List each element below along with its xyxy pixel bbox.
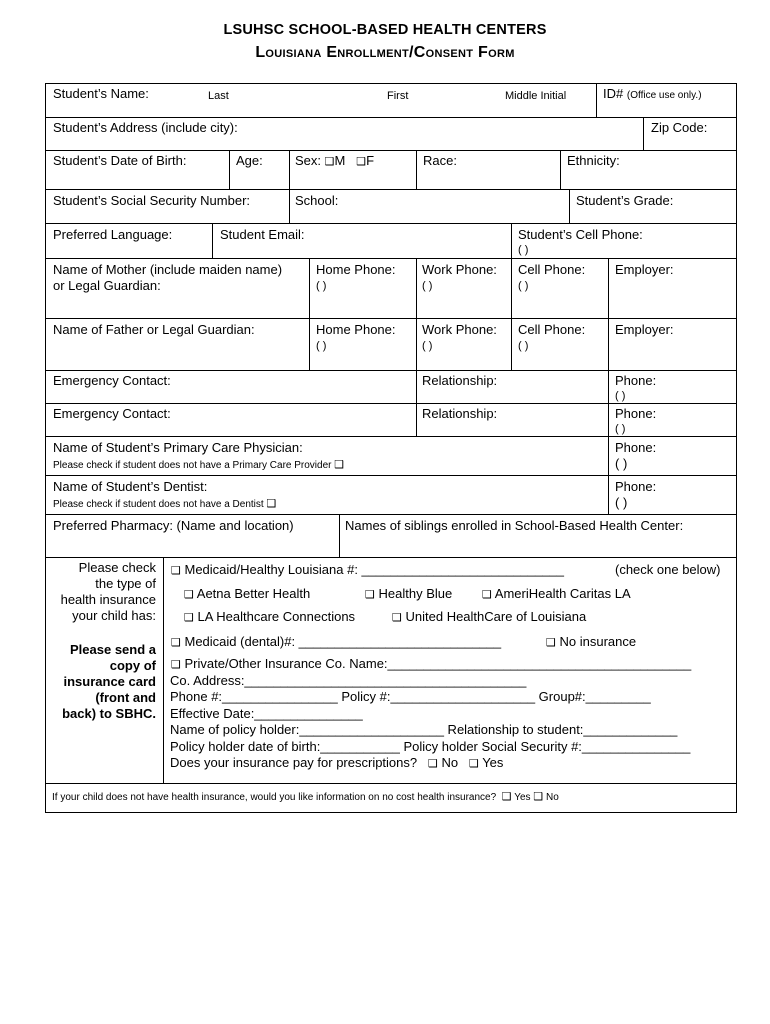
pcp-note: Please check if student does not have a Primary Care Provider ❑ [53, 458, 345, 471]
checkbox-amerihealth[interactable]: ❑ [482, 588, 492, 601]
insurance-instruction-line: health insurance [60, 592, 156, 607]
col-divider [416, 258, 417, 370]
col-divider [416, 370, 417, 436]
col-divider [163, 557, 164, 783]
aetna-option: ❑ Aetna Better Health [184, 586, 311, 601]
male-label: M [334, 153, 346, 168]
col-divider [596, 83, 597, 117]
pharmacy-label: Preferred Pharmacy: (Name and location) [53, 518, 294, 533]
row-divider [45, 318, 737, 319]
col-divider [643, 117, 644, 150]
checkbox-no-insurance[interactable]: ❑ [546, 636, 556, 649]
father-home-phone-label: Home Phone: [316, 322, 396, 337]
last-name-label: Last [208, 90, 229, 102]
phone-area-code: ( ) [518, 340, 529, 352]
father-work-phone-label: Work Phone: [422, 322, 497, 337]
emergency-contact-2-label: Emergency Contact: [53, 406, 171, 421]
co-address-line: Co. Address:_______________________________________ [170, 673, 527, 688]
pcp-phone-label: Phone: [615, 440, 657, 455]
student-cell-label: Student’s Cell Phone: [518, 227, 643, 242]
sex-field [295, 153, 374, 170]
row-divider [45, 557, 737, 558]
mother-label-line2: or Legal Guardian: [53, 278, 161, 293]
siblings-label: Names of siblings enrolled in School-Based Health Center: [345, 518, 684, 533]
checkbox-no-dentist[interactable]: ❑ [266, 497, 277, 510]
col-divider [212, 223, 213, 258]
first-name-label: First [387, 90, 409, 102]
medicaid-dental-option: ❑ Medicaid (dental)#: ____________________________ [171, 634, 502, 649]
la-healthcare-option: ❑ LA Healthcare Connections [184, 609, 356, 624]
father-label: Name of Father or Legal Guardian: [53, 322, 255, 337]
dob-label: Student’s Date of Birth: [53, 153, 187, 168]
form-subtitle: Louisiana Enrollment/Consent Form [255, 44, 515, 61]
row-divider [45, 514, 737, 515]
col-divider [416, 150, 417, 189]
phone-area-code: ( ) [615, 423, 626, 435]
send-copy-line: (front and [95, 690, 156, 705]
private-insurance-option: ❑ Private/Other Insurance Co. Name:__________________________________________ [171, 656, 692, 671]
send-copy-line: back) to SBHC. [62, 706, 156, 721]
checkbox-aetna[interactable]: ❑ [184, 588, 194, 601]
insurance-instruction-line: the type of [95, 576, 156, 591]
id-label: ID# (Office use only.) [603, 86, 702, 101]
emergency-2-phone-label: Phone: [615, 406, 657, 421]
phone-area-code: ( ) [518, 244, 529, 256]
col-divider [608, 258, 609, 370]
checkbox-no-pcp[interactable]: ❑ [334, 458, 345, 471]
checkbox-info-no[interactable]: ❑ [533, 790, 544, 803]
id-note: (Office use only.) [626, 90, 702, 101]
ethnicity-label: Ethnicity: [567, 153, 620, 168]
middle-initial-label: Middle Initial [505, 90, 567, 102]
effective-date-line: Effective Date:_______________ [170, 706, 363, 721]
prescriptions-line: Does your insurance pay for prescriptions? ❑ No ❑ Yes [170, 755, 504, 770]
healthy-blue-option: ❑ Healthy Blue [365, 586, 453, 601]
checkbox-info-yes[interactable]: ❑ [501, 790, 512, 803]
col-divider [229, 150, 230, 189]
col-divider [339, 514, 340, 557]
no-cost-insurance-question: If your child does not have health insurance, would you like information on no cost health insurance? ❑ Yes ❑ No [52, 790, 559, 803]
checkbox-united[interactable]: ❑ [392, 611, 402, 624]
checkbox-la-healthcare[interactable]: ❑ [184, 611, 194, 624]
checkbox-male[interactable]: ❑ [324, 155, 335, 168]
mother-employer-label: Employer: [615, 262, 674, 277]
row-divider [45, 150, 737, 151]
checkbox-healthy-blue[interactable]: ❑ [365, 588, 375, 601]
form-title: LSUHSC SCHOOL-BASED HEALTH CENTERS [223, 22, 547, 38]
checkbox-prescriptions-yes[interactable]: ❑ [468, 757, 479, 770]
checkbox-private-insurance[interactable]: ❑ [171, 658, 181, 671]
father-cell-phone-label: Cell Phone: [518, 322, 586, 337]
checkbox-medicaid-dental[interactable]: ❑ [171, 636, 181, 649]
insurance-instruction-line: your child has: [72, 608, 156, 623]
policy-holder-line: Name of policy holder:____________________ Relationship to student:_____________ [170, 722, 678, 737]
row-divider [45, 117, 737, 118]
checkbox-medicaid[interactable]: ❑ [171, 564, 181, 577]
emergency-contact-1-label: Emergency Contact: [53, 373, 171, 388]
insurance-instruction-line: Please check [78, 560, 156, 575]
phone-area-code: ( ) [615, 390, 626, 402]
pcp-label: Name of Student’s Primary Care Physician: [53, 440, 303, 455]
phone-area-code: ( ) [422, 340, 433, 352]
send-copy-line: Please send a [70, 642, 156, 657]
col-divider [560, 150, 561, 189]
dentist-phone-label: Phone: [615, 479, 657, 494]
col-divider [289, 150, 290, 189]
col-divider [309, 258, 310, 370]
holder-dob-line: Policy holder date of birth:___________ Policy holder Social Security #:_______________ [170, 739, 691, 754]
row-divider [45, 223, 737, 224]
row-divider [45, 258, 737, 259]
language-label: Preferred Language: [53, 227, 173, 242]
mother-work-phone-label: Work Phone: [422, 262, 497, 277]
row-divider [45, 403, 737, 404]
female-label: F [366, 153, 375, 168]
address-label: Student’s Address (include city): [53, 120, 238, 135]
age-label: Age: [236, 153, 263, 168]
dentist-note: Please check if student does not have a Dentist ❑ [53, 497, 277, 510]
col-divider [289, 189, 290, 223]
mother-label-line1: Name of Mother (include maiden name) [53, 262, 283, 277]
col-divider [511, 223, 512, 258]
send-copy-line: insurance card [63, 674, 156, 689]
check-one-note: (check one below) [615, 562, 721, 577]
amerihealth-option: ❑ AmeriHealth Caritas LA [482, 586, 631, 601]
row-divider [45, 783, 737, 784]
send-copy-line: copy of [109, 658, 156, 673]
dentist-label: Name of Student’s Dentist: [53, 479, 208, 494]
mother-home-phone-label: Home Phone: [316, 262, 396, 277]
father-employer-label: Employer: [615, 322, 674, 337]
grade-label: Student’s Grade: [576, 193, 674, 208]
emergency-1-phone-label: Phone: [615, 373, 657, 388]
emergency-1-relationship-label: Relationship: [422, 373, 498, 388]
col-divider [569, 189, 570, 223]
phone-area-code: ( ) [615, 456, 628, 471]
phone-area-code: ( ) [615, 495, 628, 510]
united-option: ❑ United HealthCare of Louisiana [392, 609, 587, 624]
race-label: Race: [423, 153, 457, 168]
zip-label: Zip Code: [651, 120, 708, 135]
student-name-label: Student’s Name: [53, 86, 149, 101]
prescriptions-question: Does your insurance pay for prescriptions? [170, 755, 418, 770]
row-divider [45, 475, 737, 476]
phone-area-code: ( ) [518, 280, 529, 292]
col-divider [608, 370, 609, 514]
school-label: School: [295, 193, 339, 208]
phone-area-code: ( ) [316, 280, 327, 292]
medicaid-option: ❑ Medicaid/Healthy Louisiana #: ____________________________ [171, 562, 564, 577]
col-divider [511, 258, 512, 370]
row-divider [45, 436, 737, 437]
emergency-2-relationship-label: Relationship: [422, 406, 498, 421]
no-insurance-option: ❑ No insurance [546, 634, 637, 649]
row-divider [45, 370, 737, 371]
phone-area-code: ( ) [422, 280, 433, 292]
checkbox-prescriptions-no[interactable]: ❑ [427, 757, 438, 770]
phone-policy-group-line: Phone #:________________ Policy #:____________________ Group#:_________ [170, 689, 651, 704]
row-divider [45, 189, 737, 190]
email-label: Student Email: [220, 227, 305, 242]
mother-cell-phone-label: Cell Phone: [518, 262, 586, 277]
phone-area-code: ( ) [316, 340, 327, 352]
ssn-label: Student’s Social Security Number: [53, 193, 251, 208]
checkbox-female[interactable]: ❑ [356, 155, 367, 168]
sex-label: Sex: [295, 153, 322, 168]
